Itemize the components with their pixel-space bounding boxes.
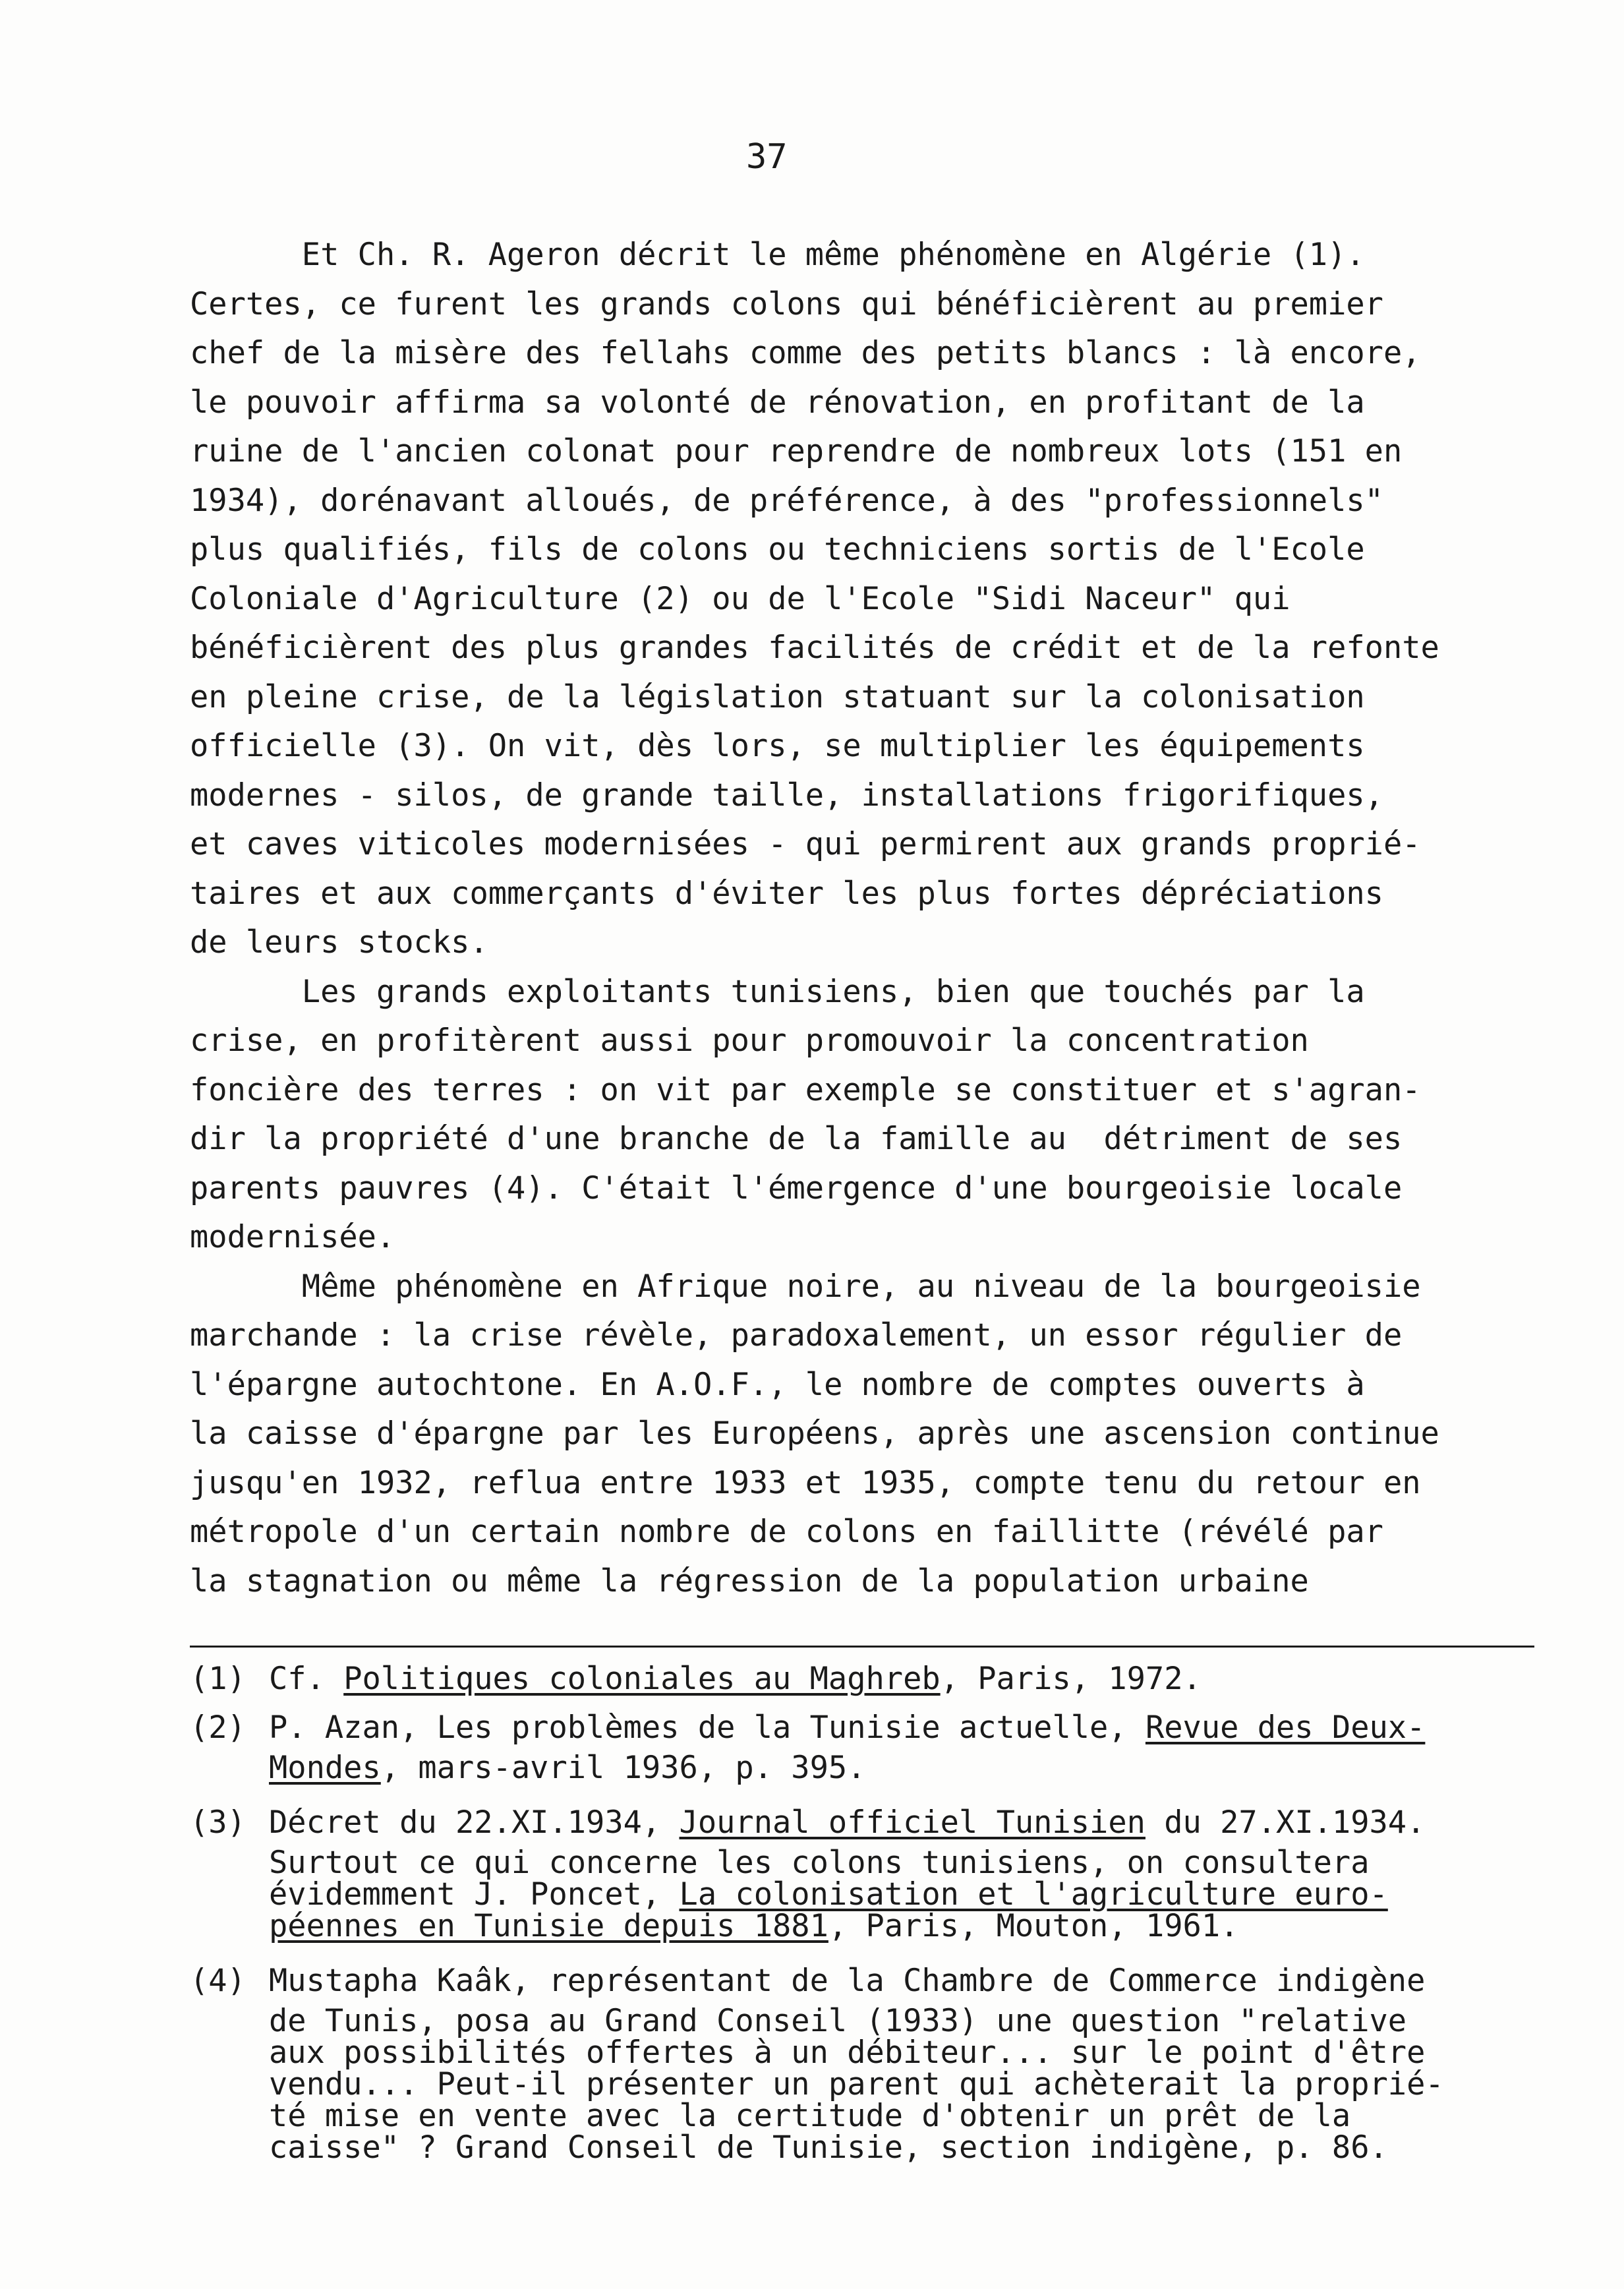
footnote-1 [190, 1655, 1574, 1704]
body-line: l'épargne autochtone. En A.O.F., le nombre de comptes ouverts à [190, 1366, 1365, 1403]
body-line: bénéficièrent des plus grandes facilités de crédit et de la refonte [190, 630, 1439, 666]
footnote-3 [190, 1798, 1574, 1942]
body-line: plus qualifiés, fils de colons ou techniciens sortis de l'Ecole [190, 531, 1365, 568]
body-line: 1934), dorénavant alloués, de préférence, à des "professionnels" [190, 482, 1383, 519]
footnote-line: Surtout ce qui concerne les colons tunisiens, on consultera [269, 1845, 1370, 1881]
body-line: modernisée. [190, 1219, 395, 1255]
body-line: en pleine crise, de la législation statuant sur la colonisation [190, 678, 1365, 715]
body-line: officielle (3). On vit, dès lors, se multiplier les équipements [190, 728, 1365, 764]
footnote-line: caisse" ? Grand Conseil de Tunisie, section indigène, p. 86. [269, 2129, 1388, 2166]
footnote-line: té mise en vente avec la certitude d'obtenir un prêt de la [269, 2098, 1351, 2134]
footnote-number: (3) [190, 1804, 246, 1841]
body-line: et caves viticoles modernisées - qui permirent aux grands proprié- [190, 826, 1421, 862]
body-line: crise, en profitèrent aussi pour promouvoir la concentration [190, 1023, 1309, 1059]
footnote-title: Journal officiel Tunisien [679, 1804, 1146, 1841]
body-line: Certes, ce furent les grands colons qui bénéficièrent au premier [190, 285, 1383, 322]
body-line: le pouvoir affirma sa volonté de rénovation, en profitant de la [190, 384, 1365, 421]
footnote-line: Décret du 22.XI.1934, Journal officiel Tunisien du 27.XI.1934. [269, 1804, 1426, 1841]
footnote-2 [190, 1704, 1574, 1784]
footnote-line: P. Azan, Les problèmes de la Tunisie actuelle, Revue des Deux- [269, 1709, 1426, 1746]
footnote-title: Mondes [269, 1750, 381, 1786]
body-line: la caisse d'épargne par les Européens, après une ascension continue [190, 1415, 1439, 1452]
body-line: foncière des terres : on vit par exemple se constituer et s'agran- [190, 1071, 1421, 1108]
body-line: parents pauvres (4). C'était l'émergence d'une bourgeoisie locale [190, 1170, 1403, 1206]
body-line: jusqu'en 1932, reflua entre 1933 et 1935, compte tenu du retour en [190, 1464, 1421, 1501]
footnotes [190, 1655, 1574, 2164]
footnote-title: péennes en Tunisie depuis 1881 [269, 1908, 828, 1944]
body-text [190, 231, 1561, 1606]
body-line: dir la propriété d'une branche de la famille au détriment de ses [190, 1121, 1403, 1157]
body-line: marchande : la crise révèle, paradoxalement, un essor régulier de [190, 1317, 1403, 1353]
footnote-line: vendu... Peut-il présenter un parent qui achèterait la proprié- [269, 2066, 1444, 2102]
footnote-title: Politiques coloniales au Maghreb [343, 1661, 941, 1697]
body-line: Les grands exploitants tunisiens, bien que touchés par la [190, 973, 1365, 1010]
footnote-line: aux possibilités offertes à un débiteur... sur le point d'être [269, 2035, 1426, 2071]
body-line: métropole d'un certain nombre de colons en faillitte (révélé par [190, 1514, 1383, 1550]
footnote-line: de Tunis, posa au Grand Conseil (1933) une question "relative [269, 2003, 1407, 2039]
footnote-line: évidemment J. Poncet, La colonisation et l'agriculture euro- [269, 1876, 1388, 1913]
footnote-line: Mondes, mars-avril 1936, p. 395. [269, 1750, 866, 1786]
body-line: de leurs stocks. [190, 924, 488, 961]
page-number: 37 [746, 137, 788, 177]
footnote-line: péennes en Tunisie depuis 1881, Paris, Mouton, 1961. [269, 1908, 1239, 1944]
body-line: Même phénomène en Afrique noire, au niveau de la bourgeoisie [190, 1268, 1421, 1305]
body-line: la stagnation ou même la régression de la population urbaine [190, 1562, 1309, 1599]
body-line: taires et aux commerçants d'éviter les plus fortes dépréciations [190, 875, 1383, 912]
body-line: ruine de l'ancien colonat pour reprendre de nombreux lots (151 en [190, 433, 1403, 469]
footnote-line: Cf. Politiques coloniales au Maghreb, Paris, 1972. [269, 1661, 1202, 1697]
body-line: modernes - silos, de grande taille, installations frigorifiques, [190, 777, 1383, 814]
footnote-title: Revue des Deux- [1145, 1709, 1426, 1746]
body-line: Coloniale d'Agriculture (2) ou de l'Ecole "Sidi Naceur" qui [190, 580, 1290, 617]
footnote-title: La colonisation et l'agriculture euro- [679, 1876, 1388, 1913]
body-line: chef de la misère des fellahs comme des petits blancs : là encore, [190, 335, 1421, 371]
footnote-number: (2) [190, 1709, 246, 1746]
footnote-line: Mustapha Kaâk, représentant de la Chambre de Commerce indigène [269, 1963, 1426, 1999]
footnote-4 [190, 1957, 1574, 2164]
footnote-number: (1) [190, 1661, 246, 1697]
body-line: Et Ch. R. Ageron décrit le même phénomène en Algérie (1). [190, 237, 1365, 273]
footnote-number: (4) [190, 1963, 246, 1999]
footnote-separator [190, 1646, 1534, 1648]
